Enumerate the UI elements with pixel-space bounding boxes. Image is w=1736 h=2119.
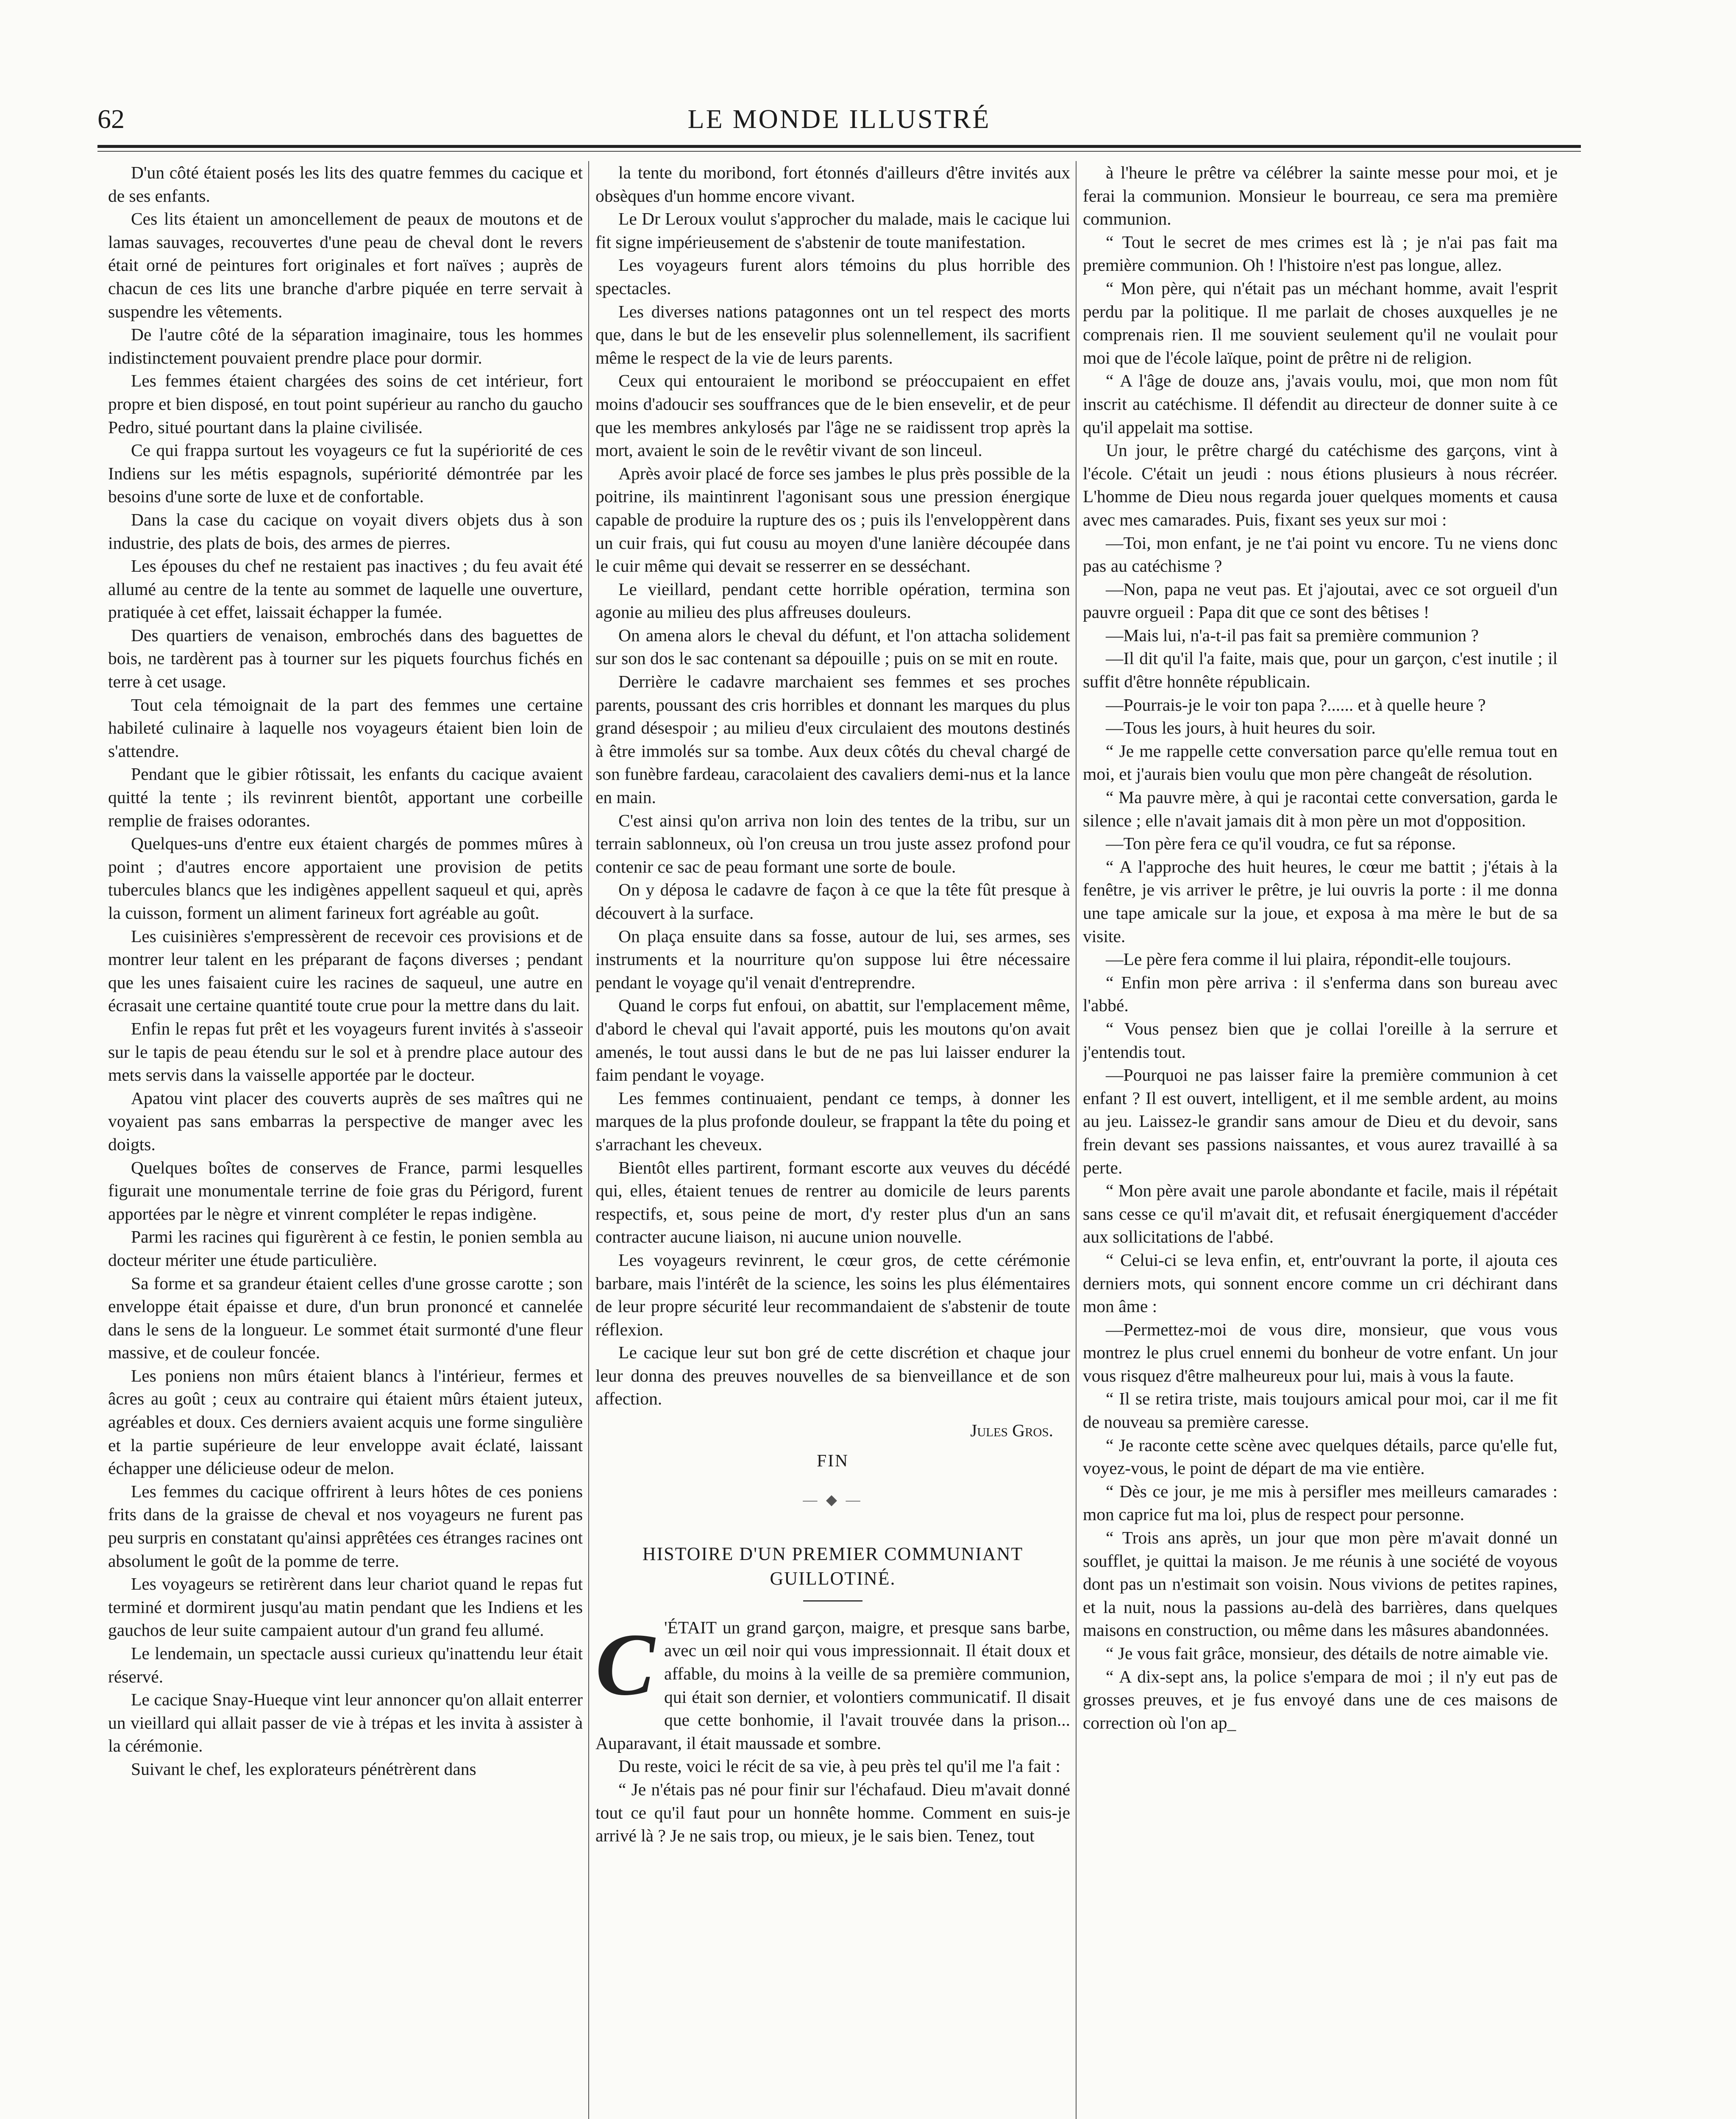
paragraph: Les cuisinières s'empressèrent de recevoir ces provisions et de montrer leur talent en les préparant de façons diverses ; pendant que les unes faisaient cuire les racines de saqueul, une autre en écrasait une certaine quantité toute crue pour la mettre dans du lait. xyxy=(108,926,583,1015)
paragraph: —Le père fera comme il lui plaira, répondit-elle toujours. xyxy=(1106,949,1511,969)
paragraph: “ Tout le secret de mes crimes est là ; je n'ai pas fait ma première communion. Oh ! l'histoire n'est pas longue, allez. xyxy=(1083,232,1558,275)
paragraph: Les voyageurs revinrent, le cœur gros, de cette cérémonie barbare, mais l'intérêt de la science, les soins les plus élémentaires de leur propre sécurité leur recommandaient de s'abstenir de toute réflexion. xyxy=(595,1250,1070,1339)
paragraph: Apatou vint placer des couverts auprès de ses maîtres qui ne voyaient pas sans embarras la perspective de manger avec les doigts. xyxy=(108,1088,583,1154)
paragraph: Tout cela témoignait de la part des femmes une certaine habileté culinaire à laquelle nos voyageurs étaient bien loin de s'attendre. xyxy=(108,695,583,761)
paragraph: Parmi les racines qui figurèrent à ce festin, le ponien sembla au docteur mériter une étude particulière. xyxy=(108,1227,583,1270)
paragraph: Le vieillard, pendant cette horrible opération, termina son agonie au milieu des plus affreuses douleurs. xyxy=(595,579,1070,622)
paragraph: Les femmes continuaient, pendant ce temps, à donner les marques de la plus profonde douleur, se frappant la tête du poing et s'arrachant les cheveux. xyxy=(595,1088,1070,1154)
paragraph: la tente du moribond, fort étonnés d'ailleurs d'être invités aux obsèques d'un homme encore vivant. xyxy=(595,163,1070,206)
text-column-3 xyxy=(1083,161,1558,2119)
paragraph: —Tous les jours, à huit heures du soir. xyxy=(1106,718,1376,738)
paragraph: Sa forme et sa grandeur étaient celles d'une grosse carotte ; son enveloppe était épaisse et dure, d'un brun prononcé et cannelée dans le sens de la longueur. Le sommet était surmonté d'une fleur massive, et de couleur foncée. xyxy=(108,1273,583,1363)
paragraph: “ Je vous fait grâce, monsieur, des détails de notre aimable vie. xyxy=(1106,1643,1549,1663)
title-rule xyxy=(803,1600,862,1602)
text-column-1 xyxy=(108,161,583,2119)
paragraph: Les épouses du chef ne restaient pas inactives ; du feu avait été allumé au centre de la tente au sommet de laquelle une ouverture, pratiquée à cet effet, laissait échapper la fumée. xyxy=(108,556,583,622)
paragraph: “ Vous pensez bien que je collai l'oreille à la serrure et j'entendis tout. xyxy=(1083,1018,1558,1062)
paragraph: “ Trois ans après, un jour que mon père m'avait donné un soufflet, je quittai la maison. Je me réunis à une société de voyous dont pas un n'estimait son voisin. Nous vivions de petites rapines, et la nuit, nous la passions au-delà des barrières, dans quelques maisons en construction, ou même dans les mâsures abandonnées. xyxy=(1083,1528,1558,1640)
paragraph: “ Mon père avait une parole abondante et facile, mais il répétait sans cesse ce qu'il m'avait dit, et refusait énergiquement d'accéder aux sollicitations de l'abbé. xyxy=(1083,1181,1558,1247)
column-divider xyxy=(1076,161,1077,2119)
paragraph: Du reste, voici le récit de sa vie, à peu près tel qu'il me l'a fait : xyxy=(618,1756,1060,1776)
paragraph: —Mais lui, n'a-t-il pas fait sa première communion ? xyxy=(1106,625,1479,645)
paragraph: —Toi, mon enfant, je ne t'ai point vu encore. Tu ne viens donc pas au catéchisme ? xyxy=(1083,533,1558,576)
paragraph: Ceux qui entouraient le moribond se préoccupaient en effet moins d'adoucir ses souffrances que de le bien ensevelir, et de peur que les membres ankylosés par l'âge ne se raidissent trop après la mort, avaient le soin de le revêtir vivant de son linceul. xyxy=(595,371,1070,460)
ornament-divider: — ◆ — xyxy=(803,1492,863,1508)
paragraph: —Non, papa ne veut pas. Et j'ajoutai, avec ce sot orgueil d'un pauvre orgueil : Papa dit que ce sont des bêtises ! xyxy=(1083,579,1558,622)
paragraph: Ce qui frappa surtout les voyageurs ce fut la supériorité de ces Indiens sur les métis espagnols, supériorité démontrée par les besoins d'une sorte de luxe et de confortable. xyxy=(108,440,583,506)
paragraph: “ Ma pauvre mère, à qui je racontai cette conversation, garda le silence ; elle n'avait jamais dit à mon père un mot d'opposition. xyxy=(1083,787,1558,830)
paragraph: Le Dr Leroux voulut s'approcher du malade, mais le cacique lui fit signe impérieusement de s'abstenir de toute manifestation. xyxy=(595,209,1070,252)
dropcap-letter: C xyxy=(595,1615,655,1714)
paragraph: “ Dès ce jour, je me mis à persifler mes meilleurs camarades : mon caprice fut ma loi, plus de respect pour personne. xyxy=(1083,1481,1558,1524)
paragraph: Le cacique leur sut bon gré de cette discrétion et chaque jour leur donna des preuves nouvelles de sa bienveillance et de son affection. xyxy=(595,1343,1070,1409)
paragraph: On y déposa le cadavre de façon à ce que la tête fût presque à découvert à la surface. xyxy=(595,880,1070,923)
paragraph: C'est ainsi qu'on arriva non loin des tentes de la tribu, sur un terrain sablonneux, où l'on creusa un trou juste assez profond pour contenir ce sac de peau formant une sorte de boule. xyxy=(595,810,1070,876)
paragraph: Quand le corps fut enfoui, on abattit, sur l'emplacement même, d'abord le cheval qui l'avait apporté, puis les moutons qu'on avait amenés, le tout aussi dans le but de ne pas lui laisser endurer la faim pendant le voyage. xyxy=(595,996,1070,1085)
end-marker: FIN xyxy=(817,1450,849,1470)
paragraph: “ Mon père, qui n'était pas un méchant homme, avait l'esprit perdu par la politique. Il me parlait de choses auxquelles je ne comprenais rien. Il me souvient seulement qu'il ne voulait pour moi que de l'école laïque, point de prêtre ni de religion. xyxy=(1083,278,1558,367)
paragraph: “ A dix-sept ans, la police s'empara de moi ; il n'y eut pas de grosses preuves, et je fus envoyé dans une de ces maisons de correction où l'on ap_ xyxy=(1083,1666,1558,1732)
paragraph: D'un côté étaient posés les lits des quatre femmes du cacique et de ses enfants. xyxy=(108,163,583,206)
paragraph: “ A l'approche des huit heures, le cœur me battit ; j'étais à la fenêtre, je vis arriver le prêtre, je lui ouvris la porte : il me donna une tape amicale sur la joue, et exposa à ma mère le but de sa visite. xyxy=(1083,856,1558,946)
author-signature: Jules Gros. xyxy=(970,1421,1053,1440)
paragraph: “ Il se retira triste, mais toujours amical pour moi, car il me fit de nouveau sa première caresse. xyxy=(1083,1389,1558,1432)
page-header xyxy=(97,97,1581,144)
paragraph: De l'autre côté de la séparation imaginaire, tous les hommes indistinctement pouvaient prendre place pour dormir. xyxy=(108,325,583,367)
paragraph: Le lendemain, un spectacle aussi curieux qu'inattendu leur était réservé. xyxy=(108,1643,583,1686)
paragraph: Suivant le chef, les explorateurs pénétrèrent dans xyxy=(131,1759,476,1779)
page-number: 62 xyxy=(97,104,125,134)
story-paragraphs xyxy=(595,1755,1070,1847)
header-rule-thin xyxy=(97,151,1581,152)
paragraph: “ Celui-ci se leva enfin, et, entr'ouvrant la porte, il ajouta ces derniers mots, qui sonnent encore comme un cri déchirant dans mon âme : xyxy=(1083,1250,1558,1316)
paragraph: On plaça ensuite dans sa fosse, autour de lui, ses armes, ses instruments et la nourriture qu'on suppose lui être nécessaire pendant le voyage qu'il venait d'entreprendre. xyxy=(595,926,1070,992)
column-divider xyxy=(588,161,589,2119)
paragraph: —Ton père fera ce qu'il voudra, ce fut sa réponse. xyxy=(1106,834,1456,854)
paragraph: Bientôt elles partirent, formant escorte aux veuves du décédé qui, elles, étaient tenues de rentrer au domicile de leurs parents respectifs, et, sous peine de mort, d'y rester plus d'un an sans contracter aucune liaison, ni aucune union nouvelle. xyxy=(595,1157,1070,1247)
paragraph: Après avoir placé de force ses jambes le plus près possible de la poitrine, ils maintinrent l'agonisant sous une pression énergique capable de produire la rupture des os ; puis ils l'enveloppèrent dans un cuir frais, qui fut cousu au moyen d'une lanière découpée dans le cuir même qui devait se resserrer en se desséchant. xyxy=(595,463,1070,576)
paragraph: Les diverses nations patagonnes ont un tel respect des morts que, dans le but de les ensevelir plus solennellement, ils sacrifient même le respect de la vie de leurs parents. xyxy=(595,301,1070,367)
story-title: HISTOIRE D'UN PREMIER COMMUNIANT GUILLOTINÉ. xyxy=(642,1543,1024,1589)
text-column-2 xyxy=(595,161,1070,2119)
paragraph: Quelques boîtes de conserves de France, parmi lesquelles figurait une monumentale terrine de foie gras du Périgord, furent apportées par le nègre et vinrent compléter le repas indigène. xyxy=(108,1157,583,1224)
header-rule xyxy=(97,145,1581,148)
paragraph: Derrière le cadavre marchaient ses femmes et ses proches parents, poussant des cris horribles et donnant les marques du plus grand désespoir ; au milieu d'eux circulaient des moutons destinés à être immolés sur sa tombe. Aux deux côtés du cheval chargé de son funèbre fardeau, caracolaient des cavaliers demi-nus et la lance en main. xyxy=(595,672,1070,807)
paragraph: Pendant que le gibier rôtissait, les enfants du cacique avaient quitté la tente ; ils revinrent bientôt, apportant une corbeille remplie de fraises odorantes. xyxy=(108,764,583,830)
paragraph: Enfin le repas fut prêt et les voyageurs furent invités à s'asseoir sur le tapis de peau étendu sur le sol et à prendre place autour des mets servis dans la vaisselle apportée par le docteur. xyxy=(108,1018,583,1085)
paragraph: “ A l'âge de douze ans, j'avais voulu, moi, que mon nom fût inscrit au catéchisme. Il défendit au directeur de donner suite à ce qu'il appelait ma sottise. xyxy=(1083,371,1558,437)
paragraph: —Il dit qu'il l'a faite, mais que, pour un garçon, c'est inutile ; il suffit d'être honnête républicain. xyxy=(1083,648,1558,692)
journal-title: LE MONDE ILLUSTRÉ xyxy=(687,104,991,134)
paragraph: Ces lits étaient un amoncellement de peaux de moutons et de lamas sauvages, recouvertes d'une peau de cheval dont le revers était orné de peintures fort originales et fort naïves ; auprès de chacun de ces lits une branche d'arbre piquée en terre servait à suspendre les vêtements. xyxy=(108,209,583,321)
paragraph: Les voyageurs furent alors témoins du plus horrible des spectacles. xyxy=(595,255,1070,298)
paragraph: Le cacique Snay-Hueque vint leur annoncer qu'on allait enterrer un vieillard qui allait passer de vie à trépas et les invita à assister à la cérémonie. xyxy=(108,1690,583,1756)
paragraph: “ Je me rappelle cette conversation parce qu'elle remua tout en moi, et j'aurais bien voulu que mon père changeât de résolution. xyxy=(1083,741,1558,784)
paragraph: “ Enfin mon père arriva : il s'enferma dans son bureau avec l'abbé. xyxy=(1083,972,1558,1015)
paragraph: à l'heure le prêtre va célébrer la sainte messe pour moi, et je ferai la communion. Monsieur le bourreau, ce sera ma première communion. xyxy=(1083,163,1558,229)
paragraph: —Pourquoi ne pas laisser faire la première communion à cet enfant ? Il est ouvert, intelligent, et il me semble ardent, au moins au jeu. Laissez-le grandir sans amour de Dieu et du devoir, sans frein devant ses passions naissantes, et vous aurez travaillé à sa perte. xyxy=(1083,1065,1558,1177)
paragraph: —Permettez-moi de vous dire, monsieur, que vous vous montrez le plus cruel ennemi du bonheur de votre enfant. Un jour vous risquez d'être malheureux pour lui, mais à vous la faute. xyxy=(1083,1319,1558,1385)
serial-conclusion xyxy=(595,161,1070,1410)
paragraph: Les femmes du cacique offrirent à leurs hôtes de ces poniens frits dans de la graisse de cheval et nos voyageurs ne furent pas peu surpris en constatant qu'ainsi apprêtées ces étranges racines ont absolument le goût de la pomme de terre. xyxy=(108,1481,583,1571)
paragraph: Les femmes étaient chargées des soins de cet intérieur, fort propre et bien disposé, en tout point supérieur au rancho du gaucho Pedro, situé pourtant dans la plaine civilisée. xyxy=(108,371,583,437)
story-first-paragraph: 'ÉTAIT un grand garçon, maigre, et presque sans barbe, avec un œil noir qui vous impressionnait. Il était doux et affable, du moins à la veille de sa première communion, qui était son dernier, et volontiers communicatif. Il disait que cette bonhomie, il l'avait trouvée dans la prison... Auparavant, il était maussade et sombre. xyxy=(595,1617,1070,1753)
paragraph: Des quartiers de venaison, embrochés dans des baguettes de bois, ne tardèrent pas à tourner sur les piquets fourchus fichés en terre à cet usage. xyxy=(108,625,583,692)
paragraph: Quelques-uns d'entre eux étaient chargés de pommes mûres à point ; d'autres encore apportaient une provision de petits tubercules blancs que les indigènes appellent saqueul et qui, après la cuisson, forment un aliment farineux fort agréable au goût. xyxy=(108,834,583,923)
paragraph: —Pourrais-je le voir ton papa ?...... et à quelle heure ? xyxy=(1106,695,1486,715)
story-opening xyxy=(595,1616,1070,1755)
paragraph: “ Je raconte cette scène avec quelques détails, parce qu'elle fut, voyez-vous, le point de départ de ma vie entière. xyxy=(1083,1435,1558,1478)
paragraph: Dans la case du cacique on voyait divers objets dus à son industrie, des plats de bois, des armes de pierres. xyxy=(108,509,583,553)
paragraph: Un jour, le prêtre chargé du catéchisme des garçons, vint à l'école. C'était un jeudi : nous étions plusieurs à nous récréer. L'homme de Dieu nous regarda jouer quelques moments et causa avec mes camarades. Puis, fixant ses yeux sur moi : xyxy=(1083,440,1558,529)
paragraph: “ Je n'étais pas né pour finir sur l'échafaud. Dieu m'avait donné tout ce qu'il faut pour un honnête homme. Comment en suis-je arrivé là ? Je ne sais trop, ou mieux, je le sais bien. Tenez, tout xyxy=(595,1780,1070,1846)
paragraph: Les voyageurs se retirèrent dans leur chariot quand le repas fut terminé et dormirent jusqu'au matin pendant que les Indiens et les gauchos de leur suite campaient autour d'un grand feu allumé. xyxy=(108,1574,583,1640)
paragraph: On amena alors le cheval du défunt, et l'on attacha solidement sur son dos le sac contenant sa dépouille ; puis on se mit en route. xyxy=(595,625,1070,668)
paragraph: Les poniens non mûrs étaient blancs à l'intérieur, fermes et âcres au goût ; ceux au contraire qui étaient mûrs étaient juteux, agréables et doux. Ces derniers avaient acquis une forme singulière et la partie supérieure de leur enveloppe avait éclaté, laissant échapper une délicieuse odeur de melon. xyxy=(108,1365,583,1478)
